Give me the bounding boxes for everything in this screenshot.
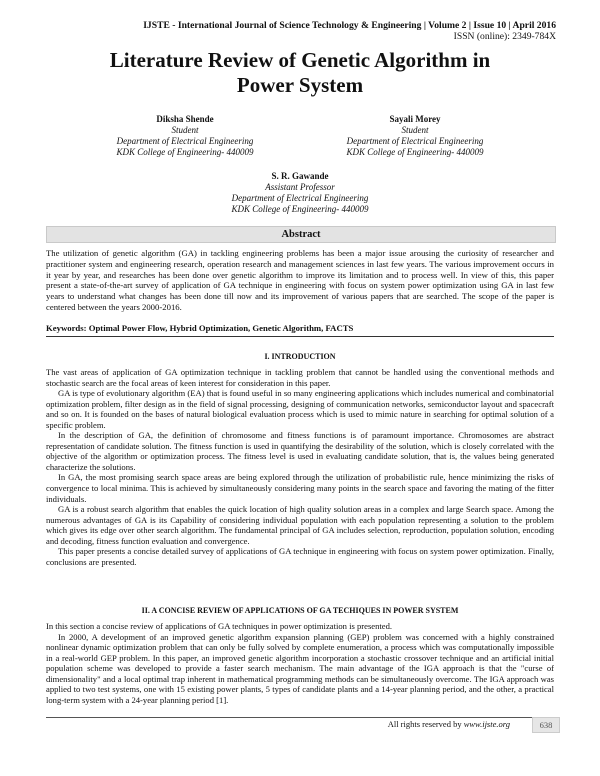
- author-name: S. R. Gawande: [271, 171, 329, 181]
- abstract-heading: Abstract: [46, 226, 556, 243]
- paragraph: In this section a concise review of applications of GA techniques in power optimization is presented.: [46, 621, 393, 631]
- paragraph: In the description of GA, the definition of chromosome and fitness functions is of paramount importance. Chromosomes are abstract representation of candidate solution. The fitness function is used in quantifying the desirability of the solution, which is closely correlated with the objective of the algorithm or optimization process. The fitness level is used in evaluating candidate solution, that is, the values being generated characterize the solutions.: [46, 430, 554, 472]
- author-dept: Department of Electrical Engineering: [346, 136, 484, 146]
- keywords: Keywords: Optimal Power Flow, Hybrid Optimization, Genetic Algorithm, FACTS: [46, 323, 354, 333]
- author-college: KDK College of Engineering- 440009: [346, 147, 484, 157]
- section-heading-review: II. A CONCISE REVIEW OF APPLICATIONS OF GA TECHIQUES IN POWER SYSTEM: [141, 606, 459, 615]
- author-role: Student: [171, 125, 199, 135]
- paragraph: In GA, the most promising search space areas are being explored through the utilization of probabilistic rule, hence minimizing the risks of convergence to local minima. This is achieved by simultaneously considering many points in the search space and favoring the mating of the fitter individuals.: [46, 472, 554, 504]
- paragraph: GA is type of evolutionary algorithm (EA) that is found useful in so many engineering applications which includes numerical and combinatorial optimization problem, filter design as in the field of signal processing, designing of communication networks, semiconductor layout and spacecraft and so on. It is founded on the bases of natural biological evaluation process which is used to mimic nature in searching for optimal solution of a specific problem.: [46, 388, 554, 430]
- paragraph: GA is a robust search algorithm that enables the quick location of high quality solution areas in a complex and large Search space. Among the numerous advantages of GA is its Capability of considering individual population with each population representing a solution to the problem which gives its edge over other search algorithm. The fundamental principal of GA includes selection, reproduction, population solution, encoding and decoding, fitness function evaluation and convergence.: [46, 504, 554, 546]
- journal-issn: ISSN (online): 2349-784X: [453, 31, 556, 42]
- paragraph: This paper presents a concise detailed survey of applications of GA technique in engineering with focus on system power optimization. Finally, conclusions are presented.: [46, 546, 554, 567]
- footer-url[interactable]: www.ijste.org: [463, 719, 510, 729]
- paragraph: In 2000, A development of an improved genetic algorithm expansion planning (GEP) problem was concerned with a highly constrained nonlinear dynamic optimization problem that can only be fully solved by complete enumeration, a process which was computationally impossible in a real-world GEP problem. In this paper, an improved genetic algorithm incorporation a stochastic crossover technique and an artificial initial population scheme was developed to provide a faster search mechanism. The main advantage of the IGA approach is that the "curse of dimensionality" and a local optimal trap inherent in mathematical programming methods can be simultaneously overcome. The IGA approach was applied to two test systems, one with 15 existing power plants, 5 types of candidate plants and a 14-year planning period, and the other, a practical long-term system with a 24-year planning period [1].: [46, 631, 554, 705]
- author-block-1: [110, 114, 260, 158]
- author-college: KDK College of Engineering- 440009: [116, 147, 254, 157]
- section-heading-introduction: I. INTRODUCTION: [264, 352, 336, 361]
- paper-title: [40, 48, 560, 98]
- author-college: KDK College of Engineering- 440009: [231, 204, 369, 214]
- footer-text: All rights reserved by: [387, 719, 464, 729]
- author-block-3: [220, 171, 380, 215]
- section-body-review: [46, 621, 554, 705]
- author-name: Diksha Shende: [156, 114, 214, 124]
- journal-header-line1: IJSTE - International Journal of Science Technology & Engineering | Volume 2 | Issue 10 | April 2016: [143, 20, 556, 31]
- footer: [388, 718, 510, 730]
- paper-title-line1: Literature Review of Genetic Algorithm in: [109, 48, 491, 72]
- journal-header: [143, 20, 556, 42]
- paper-title-line2: Power System: [236, 73, 364, 97]
- section-body-introduction: [46, 367, 554, 567]
- divider: [46, 336, 554, 337]
- page-number: 638: [532, 717, 560, 733]
- author-role: Student: [401, 125, 429, 135]
- author-dept: Department of Electrical Engineering: [231, 193, 369, 203]
- author-name: Sayali Morey: [389, 114, 441, 124]
- author-dept: Department of Electrical Engineering: [116, 136, 254, 146]
- abstract-text: The utilization of genetic algorithm (GA) in tackling engineering problems has been a major issue arousing the curiosity of researcher and practitioner system and engineering research, operation research and management sciences in last few years. The various improvement occurs in it year by year, and researches has been done over genetic algorithm to improve its limitation and to process well. In view of this, this paper present a state-of-the-art survey of application of GA technique in engineering with focus on system power optimization using GA in last few years to understand what changes has been done till now and its improvement of various papers that are searched. The scope of the paper is centered between the years 2000-2016.: [46, 248, 554, 312]
- paragraph: The vast areas of application of GA optimization technique in tackling problem that cannot be handled using the conventional methods and stochastic search are the focal areas of keen interest for consideration in this paper.: [46, 367, 554, 388]
- author-role: Assistant Professor: [265, 182, 335, 192]
- author-block-2: [340, 114, 490, 158]
